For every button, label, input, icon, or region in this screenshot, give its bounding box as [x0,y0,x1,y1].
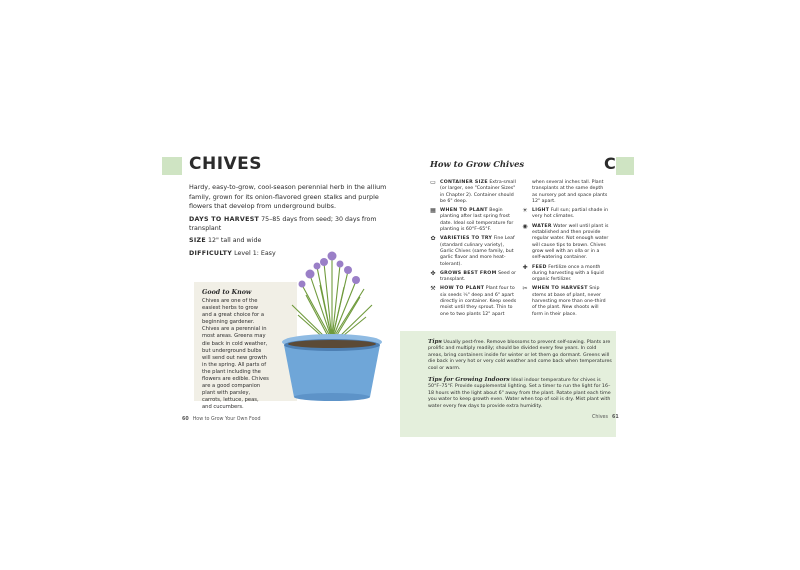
info-text: Fertilize once a month during harvesting with a liquid organic fertilizer. [532,264,604,283]
footer-chapter: Chives [592,415,609,420]
difficulty-value: Level 1: Easy [234,250,276,257]
continued-text: when several inches tall. Plant transplants at the same depth as nursery pot and space plants 12" apart. [532,180,608,204]
feed-icon: ✚ [522,263,528,271]
letter-accent-bar [616,157,634,175]
info-text: Plant four to six seeds ¼" deep and 6" apart directly in container. Keep seeds moist until they sprout. Thin to one to two plants 12" apart [440,286,517,317]
info-label: GROWS BEST FROM [440,270,497,276]
good-to-know-text: Chives are one of the easiest herbs to grow and a great choice for a beginning gardener. Chives are a perennial in most areas. Greens may die back in cold weather, but underground bulbs will send out new growth in the spring. All parts of the plant including the flowers are edible. Chives are a good companion plant with parsley, carrots, lettuce, peas, and cucumbers. [202,298,269,411]
info-item [429,236,517,267]
right-footer [592,415,619,420]
book-title: How to Grow Your Own Food [192,417,261,422]
pot-icon: ▭ [430,179,436,186]
info-text: Begin planting after last spring frost date. Ideal soil temperature for planting is 60°F–65°F. [440,208,514,233]
info-text: Fine Leaf (standard culinary variety), Garlic Chives (same family, but garlic flavor and more heat-tolerant). [440,236,515,267]
intro-paragraph: Hardy, easy-to-grow, cool-season perennial herb in the allium family, grown for its onion-flavored green stalks and purple flowers that develop from underground bulbs. [189,183,387,211]
left-page [162,150,394,430]
info-label: FEED [532,264,547,270]
size-fact [189,236,394,245]
section-title: How to Grow Chives [430,159,525,169]
left-footer [182,417,261,422]
info-text: Seed or transplant. [440,270,517,283]
days-to-harvest [189,215,394,234]
left-page-number: 60 [182,417,189,422]
difficulty-label: DIFFICULTY [189,250,233,257]
indoor-tips-text: Ideal indoor temperature for chives is 50°F–75°F. Provide supplemental lighting. Set a timer to run the light for 16–18 hours with the light about 6" away from the plant. Rotate plant each time you water to keep growth even. Water when top of soil is dry. Mist plant with water every few days to provide extra humidity. [428,378,611,409]
info-item [521,208,609,221]
info-label: CONTAINER SIZE [440,180,488,185]
info-label: VARIETIES TO TRY [440,236,493,242]
info-label: WHEN TO HARVEST [532,286,588,292]
size-label: SIZE [189,237,206,244]
info-item [429,286,517,317]
info-item [429,180,517,205]
seedling-icon: ✿ [430,235,436,243]
info-item [429,271,517,284]
right-page-number: 61 [612,415,619,420]
tips-title: Tips [428,339,442,345]
chive-stalks [292,257,372,340]
column-2-items [521,208,609,318]
info-text: Full sun; partial shade in very hot climates. [532,208,609,220]
days-label: DAYS TO HARVEST [189,216,260,223]
sprout-icon: ✤ [430,269,436,277]
info-text: Extra-small (or larger, see "Container Sizes" in Chapter 2). Container should be 6" deep. [440,180,516,204]
days-value: 75–85 days from seed; 30 days from transplant [189,216,377,233]
indoor-tips-paragraph [428,377,612,410]
chive-flowers [299,252,361,288]
calendar-icon: ▦ [430,207,436,215]
info-label: LIGHT [532,208,550,214]
sun-icon: ☀ [522,207,528,215]
info-text: Water well until plant is established and then provide regular water. Not enough water will cause tips to brown. Chives grow well with an olla or in a self-watering container. [532,223,609,261]
good-to-know-title: Good to Know [202,289,252,296]
growing-info-column-1 [429,180,517,321]
water-drop-icon: ◉ [522,222,528,230]
indoor-tips-title: Tips for Growing Indoors [428,377,510,384]
trowel-icon: ⚒ [430,285,436,293]
info-text: Snip stems at base of plant, never harvesting more than one-third of the plant. New shoots will form in their place. [532,286,606,317]
info-item [521,286,609,317]
tips-box [400,331,616,437]
size-value: 12" tall and wide [207,237,262,244]
tips-text: Usually pest-free. Remove blossoms to prevent self-sowing. Plants are prolific and multiply readily; should be divided every few years. In cold areas, bring containers inside for winter or let them go dormant. Greens will die back in very hot or very cold weather and come back when temperatures cool or warm. [428,340,612,371]
info-label: WHEN TO PLANT [440,208,488,214]
info-item [429,208,517,233]
page-title: CHIVES [189,154,263,174]
info-item [521,265,609,284]
info-label: WATER [532,223,552,229]
info-item [521,224,609,262]
flower-pot [282,334,382,401]
title-accent-bar [162,157,182,175]
harvest-icon: ✂ [522,285,528,293]
chapter-letter: C [604,154,616,173]
chive-plant-illustration [262,245,402,405]
tips-paragraph [428,339,612,372]
info-label: HOW TO PLANT [440,286,485,292]
tips-content [428,339,612,415]
right-page [400,150,634,430]
growing-info-column-2 [521,180,609,321]
